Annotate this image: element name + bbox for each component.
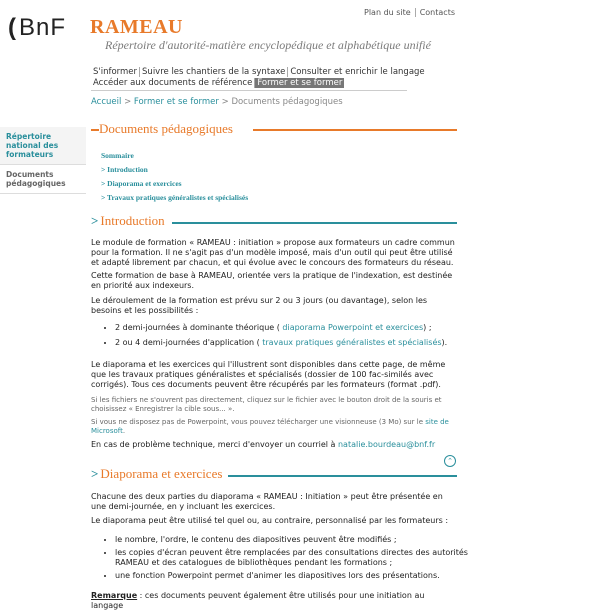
nav-item-documents-reference[interactable]: Accéder aux documents de référence <box>91 78 255 88</box>
title-rule-left <box>91 129 99 131</box>
breadcrumb-current: Documents pédagogiques <box>231 97 343 107</box>
intro-paragraph-3: Le déroulement de la formation est prévu sur 2 ou 3 jours (ou davantage), selon les besoins et les possibilités : <box>91 296 428 315</box>
toc-link-introduction[interactable]: > Introduction <box>101 165 148 174</box>
microsoft-link[interactable]: site de Microsoft <box>91 418 449 435</box>
up-arrow-icon[interactable]: ⌃ <box>444 455 456 467</box>
section-rule <box>172 222 457 224</box>
section-heading-diaporama: > Diaporama et exercices <box>91 466 223 481</box>
app-subtitle: Répertoire d'autorité-matière encyclopédique et alphabétique unifié <box>105 38 431 52</box>
nav-item-suivre-chantiers[interactable]: Suivre les chantiers de la syntaxe <box>140 67 288 77</box>
intro-bullet-list <box>91 323 481 353</box>
sidebar-item-repertoire[interactable]: Répertoire national des formateurs <box>0 127 86 165</box>
travaux-link[interactable]: travaux pratiques généralistes et spécialisés <box>262 338 442 347</box>
list-item: • 2 ou 4 demi-journées d'application ( travaux pratiques généralistes et spécialisés). <box>115 338 481 348</box>
nav-item-sinformer[interactable]: S'informer <box>91 67 140 77</box>
divider <box>415 8 416 17</box>
breadcrumb <box>91 97 343 107</box>
table-of-contents <box>101 149 248 205</box>
diaporama-paragraph-1: Chacune des deux parties du diaporama « RAMEAU : Initiation » peut être présentée en une demi-journée, en y incluant les exercices. <box>91 492 443 511</box>
contact-email-link[interactable]: natalie.bourdeau@bnf.fr <box>337 440 436 449</box>
toc-link-diaporama[interactable]: > Diaporama et exercices <box>101 179 182 188</box>
list-item: • les copies d'écran peuvent être remplacées par des consultations directes des autorités RAMEAU et des catalogues de bibliothèques pendant les formations ; <box>115 548 481 568</box>
main-nav <box>91 67 425 89</box>
title-rule-right <box>253 129 457 131</box>
page-title: Documents pédagogiques <box>99 121 233 136</box>
list-item: • le nombre, l'ordre, le contenu des diapositives peuvent être modifiés ; <box>115 535 481 545</box>
site-map-link[interactable]: Plan du site <box>364 8 411 17</box>
intro-contact: En cas de problème technique, merci d'envoyer un courriel à natalie.bourdeau@bnf.fr <box>91 440 436 449</box>
toc-heading: Sommaire <box>101 151 134 160</box>
app-title: RAMEAU <box>90 16 183 38</box>
chevron-right-icon: > <box>91 213 99 228</box>
diaporama-paragraph-2: Le diaporama peut être utilisé tel quel ou, au contraire, personnalisé par les formateurs : <box>91 516 449 525</box>
toc-link-travaux[interactable]: > Travaux pratiques généralistes et spécialisés <box>101 193 249 202</box>
breadcrumb-separator: > <box>221 97 229 107</box>
nav-item-former[interactable]: Former et se former <box>257 78 343 88</box>
intro-paragraph-2: Cette formation de base à RAMEAU, orientée vers la pratique de l'indexation, est destinée en priorité aux indexeurs. <box>91 271 453 290</box>
top-links <box>364 8 455 17</box>
contacts-link[interactable]: Contacts <box>419 8 455 17</box>
chevron-right-icon: > <box>91 466 99 481</box>
breadcrumb-home[interactable]: Accueil <box>91 97 122 107</box>
diaporama-bullet-list <box>91 535 481 584</box>
breadcrumb-former[interactable]: Former et se former <box>133 97 219 107</box>
list-item: • 2 demi-journées à dominante théorique ( diaporama Powerpoint et exercices) ; <box>115 323 481 333</box>
sidebar-item-documents[interactable]: Documents pédagogiques <box>0 165 86 194</box>
breadcrumb-separator: > <box>124 97 132 107</box>
intro-note-2: Si vous ne disposez pas de Powerpoint, vous pouvez télécharger une visionneuse (3 Mo) sur le site de Microsoft. <box>91 418 449 435</box>
divider <box>91 90 407 91</box>
nav-item-consulter-enrichir[interactable]: Consulter et enrichir le langage <box>290 67 425 77</box>
sidebar <box>0 127 86 194</box>
intro-note-1: Si les fichiers ne s'ouvrent pas directement, cliquez sur le fichier avec le bouton droit de la souris et choisissez « Enregistrer la cible sous... ». <box>91 396 442 413</box>
list-item: • une fonction Powerpoint permet d'animer les diapositives lors des présentations. <box>115 571 481 581</box>
intro-paragraph-4: Le diaporama et les exercices qui l'illustrent sont disponibles dans cette page, de même que les travaux pratiques généralistes et spécialisés (dossier de 100 fac-similés avec corrigés). Tous ces documents peuvent être récupérés par les formateurs (format .pdf). <box>91 360 446 389</box>
intro-paragraph-1: Le module de formation « RAMEAU : initiation » propose aux formateurs un cadre commun pour la formation. Il ne s'agit pas d'un modèle imposé, mais d'un outil qui peut être utilisé et adapté librement par chacun, et qui évolue avec le concours des formateurs du réseau. <box>91 238 455 267</box>
bnf-logo[interactable]: (BnF <box>8 14 67 41</box>
diaporama-remark: Remarque : ces documents peuvent également être utilisés pour une initiation au langage <box>91 591 425 610</box>
section-heading-introduction: > Introduction <box>91 213 165 228</box>
section-rule <box>228 475 457 477</box>
diaporama-link[interactable]: diaporama Powerpoint et exercices <box>282 323 424 332</box>
